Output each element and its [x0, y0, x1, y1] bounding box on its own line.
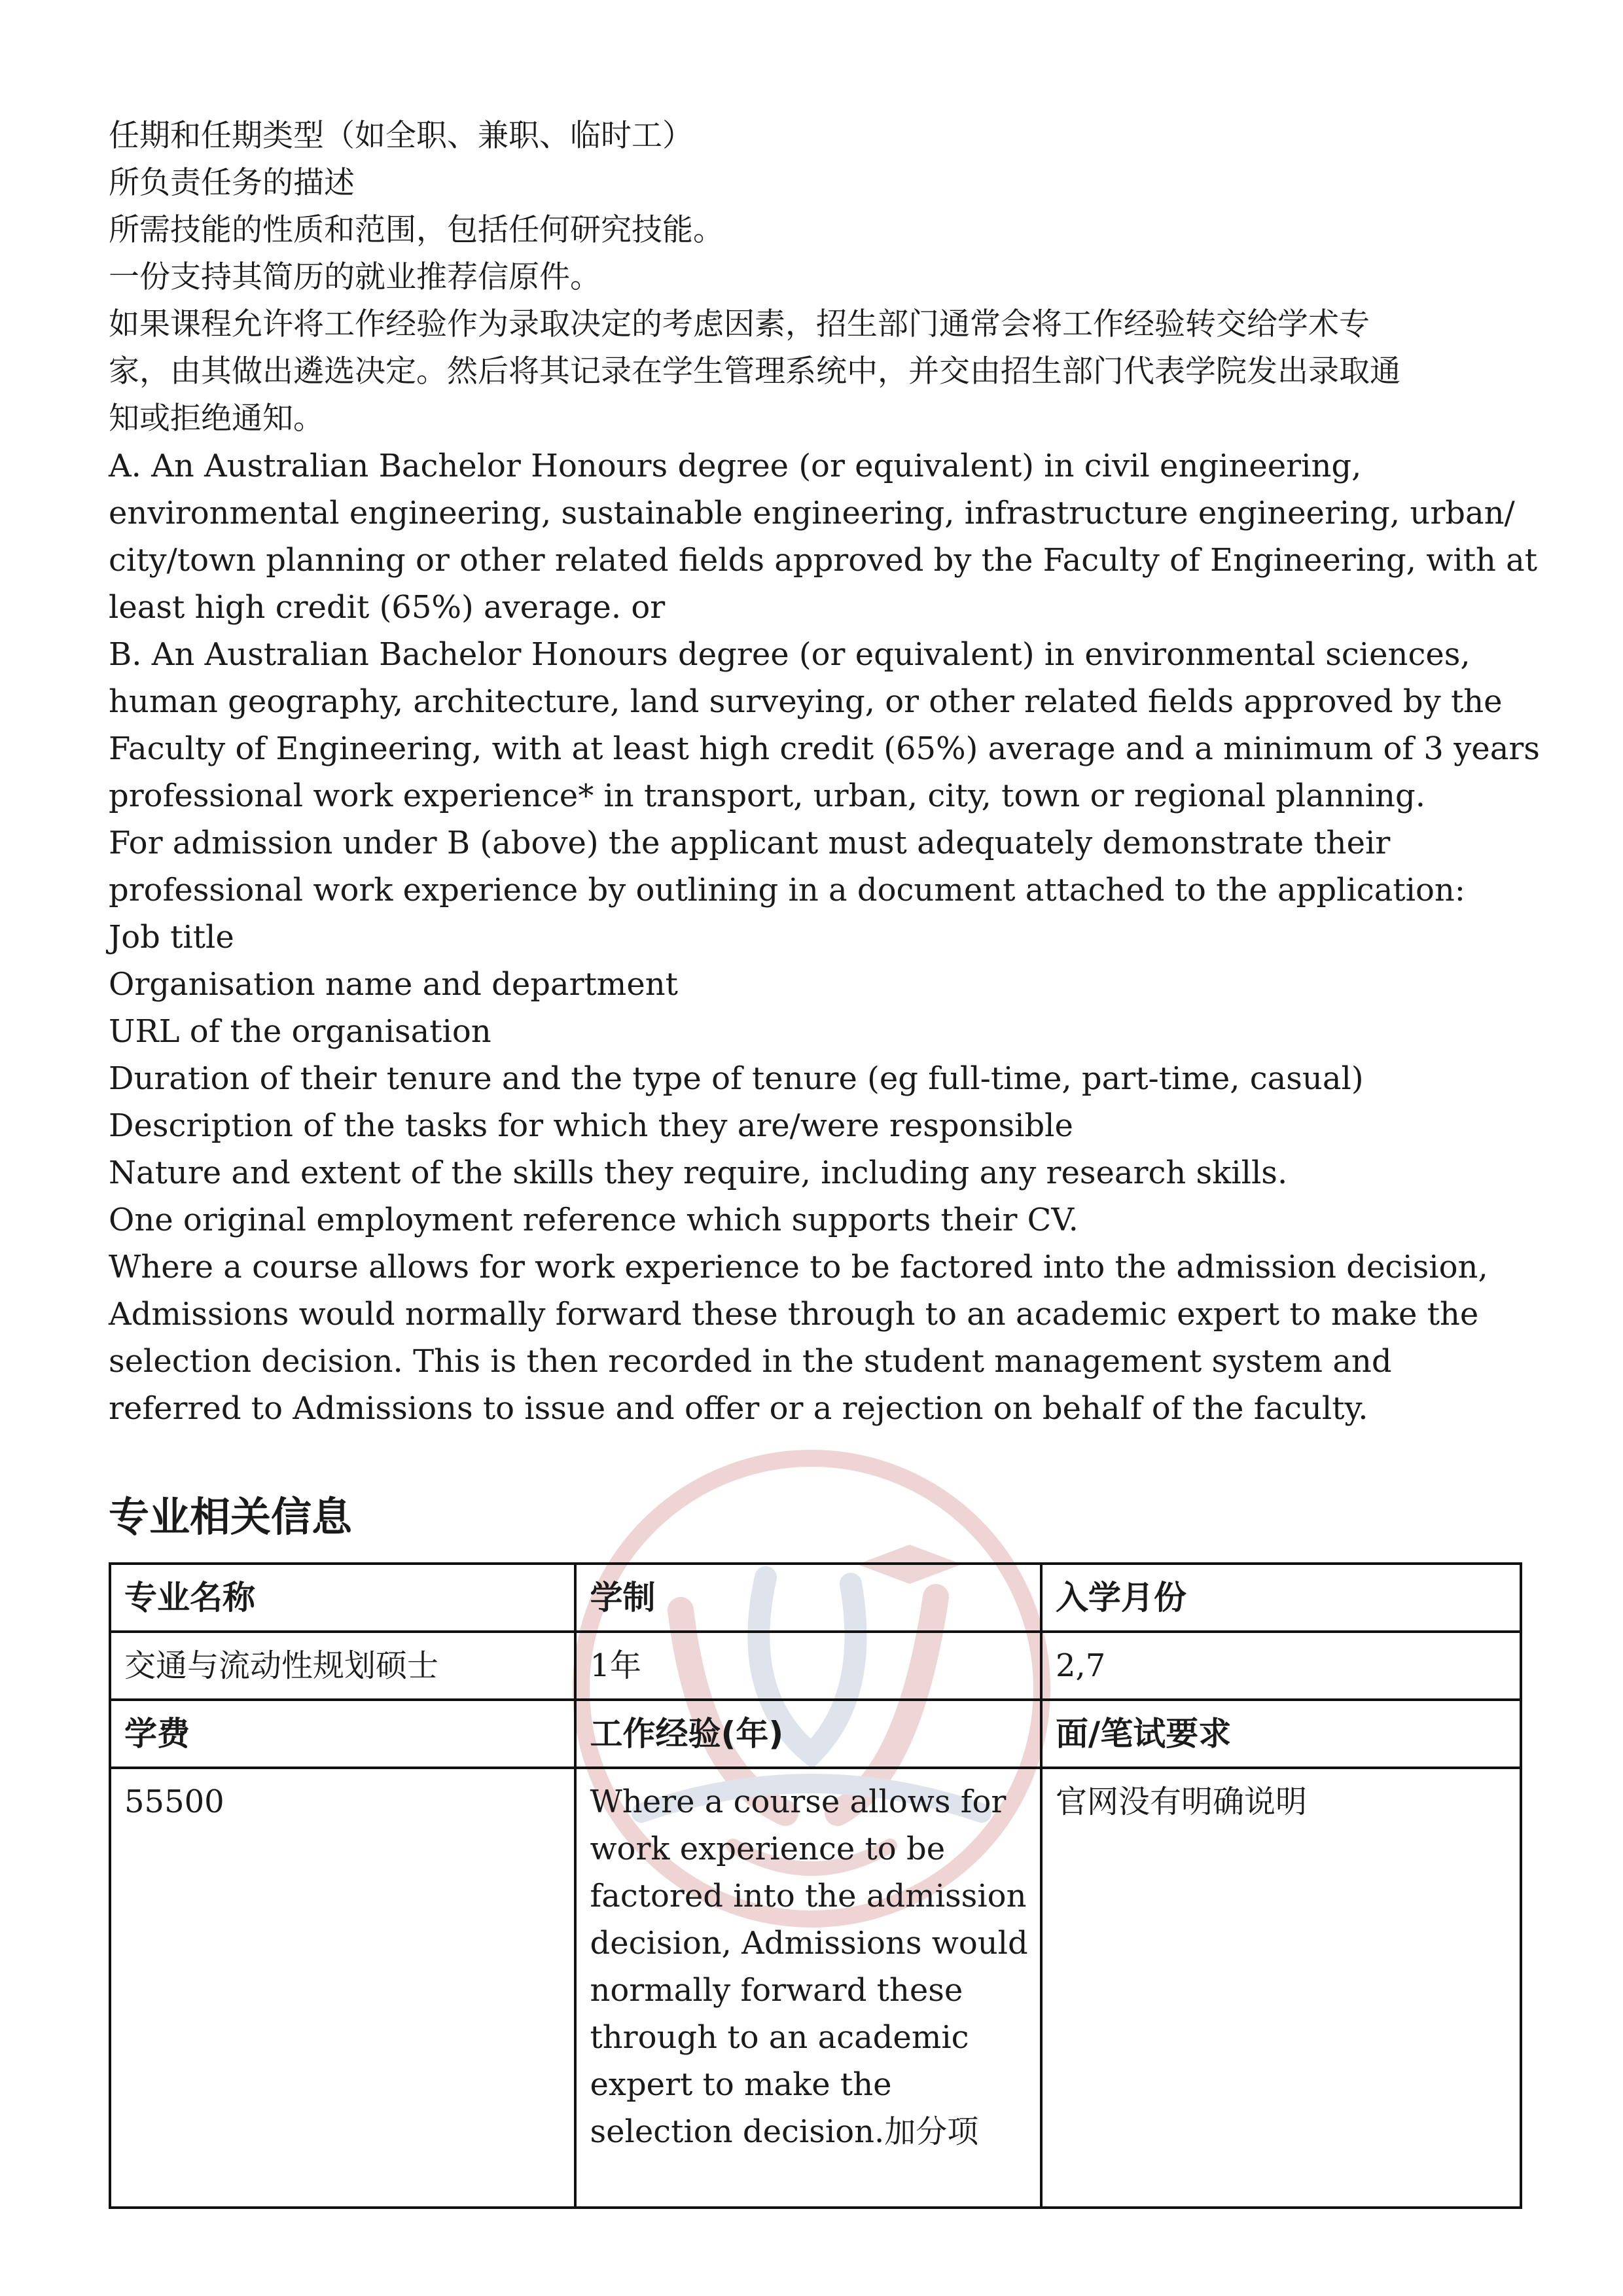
text-line: 如果课程允许将工作经验作为录取决定的考虑因素，招生部门通常会将工作经验转交给学术专	[109, 306, 1370, 342]
text-line: least high credit (65%) average. or	[109, 589, 666, 626]
text-line: Where a course allows for work experience to be factored into the admission decision,	[109, 1249, 1488, 1285]
header-work-experience: 工作经验(年)	[575, 1700, 1041, 1768]
text-line: professional work experience* in transport, urban, city, town or regional planning.	[109, 778, 1425, 814]
text-line: For admission under B (above) the applicant must adequately demonstrate their	[109, 825, 1391, 861]
cell-tuition: 55500	[110, 1768, 575, 2208]
text-line: 所需技能的性质和范围，包括任何研究技能。	[109, 212, 724, 248]
text-line: 所负责任务的描述	[109, 165, 355, 201]
text-line: Duration of their tenure and the type of tenure (eg full-time, part-time, casual)	[109, 1060, 1364, 1097]
text-line: environmental engineering, sustainable engineering, infrastructure engineering, urban/	[109, 495, 1515, 531]
text-line: Faculty of Engineering, with at least high credit (65%) average and a minimum of 3 years	[109, 730, 1540, 767]
text-line: One original employment reference which supports their CV.	[109, 1202, 1079, 1238]
text-line: city/town planning or other related fields approved by the Faculty of Engineering, with at	[109, 542, 1538, 579]
table-header-row	[110, 1700, 1521, 1768]
text-line: 一份支持其简历的就业推荐信原件。	[109, 259, 601, 295]
text-line: Nature and extent of the skills they require, including any research skills.	[109, 1155, 1288, 1191]
header-interview-exam: 面/笔试要求	[1041, 1700, 1521, 1768]
cell-interview-exam: 官网没有明确说明	[1041, 1768, 1521, 2208]
text-line: A. An Australian Bachelor Honours degree (or equivalent) in civil engineering,	[109, 448, 1362, 484]
text-line: referred to Admissions to issue and offer or a rejection on behalf of the faculty.	[109, 1390, 1368, 1427]
header-duration: 学制	[575, 1564, 1041, 1632]
text-line: B. An Australian Bachelor Honours degree (or equivalent) in environmental sciences,	[109, 636, 1471, 673]
table-row	[110, 1632, 1521, 1700]
text-line: URL of the organisation	[109, 1013, 491, 1050]
cell-duration: 1年	[575, 1632, 1041, 1700]
section-title: 专业相关信息	[109, 1493, 353, 1541]
text-line: human geography, architecture, land surveying, or other related fields approved by the	[109, 683, 1503, 720]
table-row	[110, 1768, 1521, 2208]
program-info-table	[109, 1562, 1522, 2209]
table-header-row	[110, 1564, 1521, 1632]
text-line: 任期和任期类型（如全职、兼职、临时工）	[109, 118, 693, 154]
cell-program-name: 交通与流动性规划硕士	[110, 1632, 575, 1700]
header-tuition: 学费	[110, 1700, 575, 1768]
header-program-name: 专业名称	[110, 1564, 575, 1632]
text-line: 家，由其做出遴选决定。然后将其记录在学生管理系统中，并交由招生部门代表学院发出录取通	[109, 353, 1400, 389]
text-line: Description of the tasks for which they are/were responsible	[109, 1107, 1073, 1144]
text-line: professional work experience by outlining in a document attached to the application:	[109, 872, 1465, 908]
body-text	[109, 113, 1540, 1432]
text-line: Admissions would normally forward these through to an academic expert to make the	[109, 1296, 1479, 1333]
cell-intake-month: 2,7	[1041, 1632, 1521, 1700]
text-line: selection decision. This is then recorded in the student management system and	[109, 1343, 1392, 1380]
text-line: Job title	[109, 919, 234, 956]
text-line: Organisation name and department	[109, 966, 678, 1003]
cell-work-experience: Where a course allows for work experience to be factored into the admission decision, Admissions would normally forward these through to an academic expert to make the selection decision.加分项	[575, 1768, 1041, 2208]
header-intake-month: 入学月份	[1041, 1564, 1521, 1632]
text-line: 知或拒绝通知。	[109, 401, 324, 437]
